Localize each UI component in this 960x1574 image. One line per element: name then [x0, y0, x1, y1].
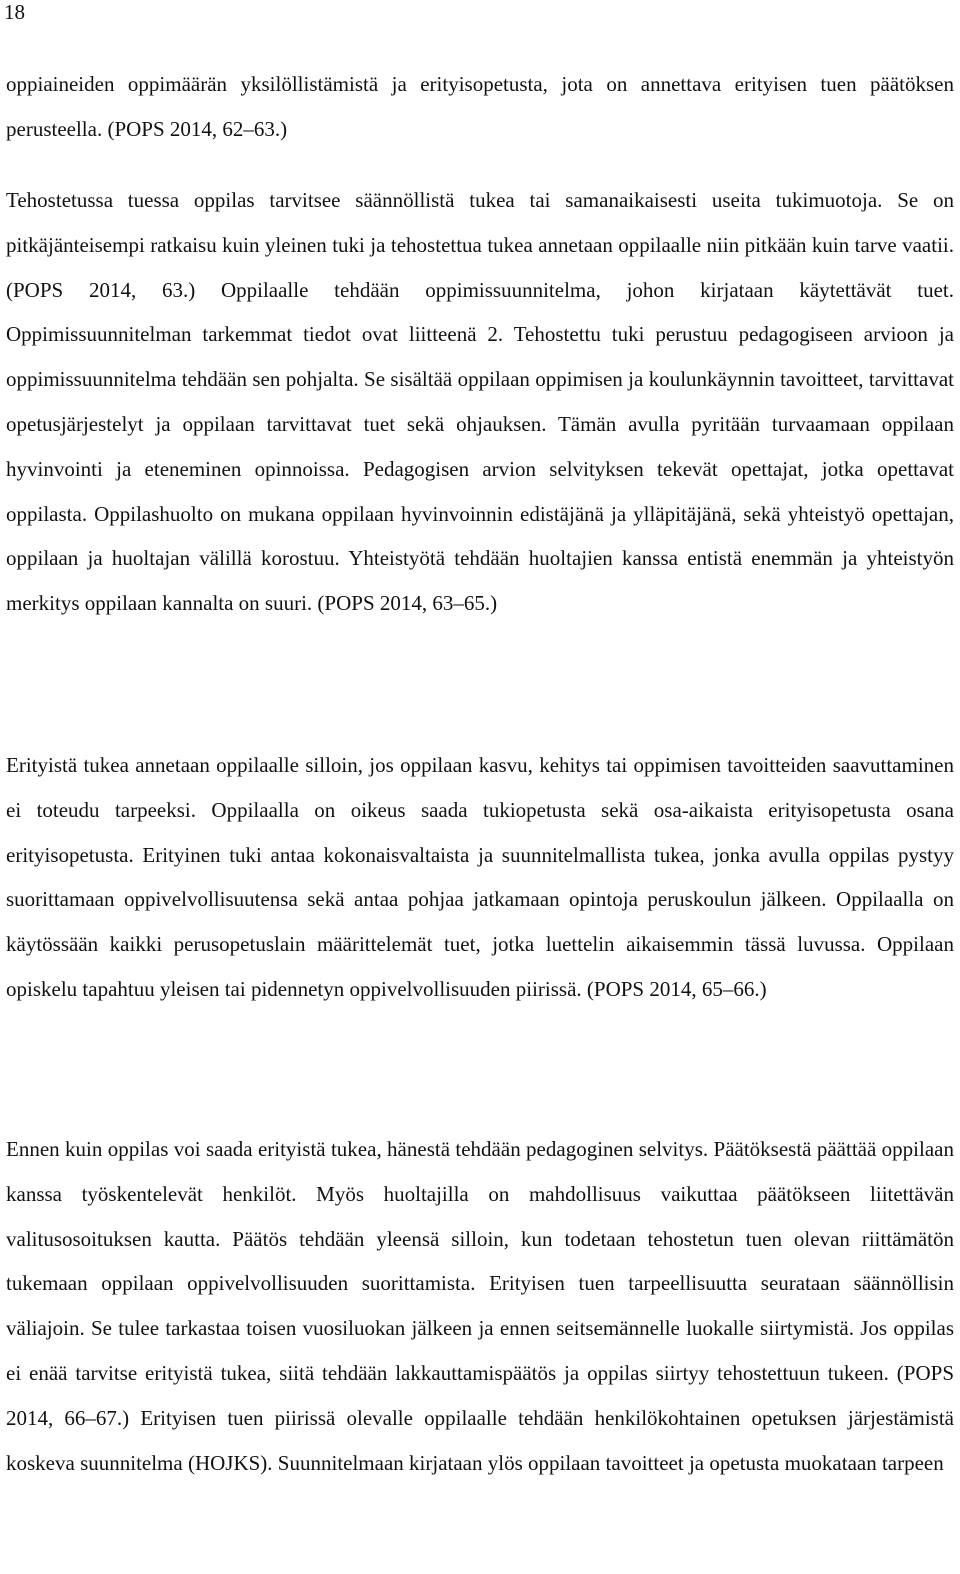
paragraph-3: Erityistä tukea annetaan oppilaalle silloin, jos oppilaan kasvu, kehitys tai oppimisen tavoitteiden saavuttaminen ei toteudu tarpeeksi. Oppilaalla on oikeus saada tukiopetusta sekä osa-aikaista erityisopetusta osana erityisopetusta. Erityinen tuki antaa kokonaisvaltaista ja suunnitelmallista tukea, jonka avulla oppilas pystyy suorittamaan oppivelvollisuutensa sekä antaa pohjaa jatkamaan opintoja peruskoulun jälkeen. Oppilaalla on käytössään kaikki perusopetuslain määrittelemät tuet, jotka luettelin aikaisemmin tässä luvussa. Oppilaan opiskelu tapahtuu yleisen tai pidennetyn oppivelvollisuuden piirissä. (POPS 2014, 65–66.)	[6, 753, 954, 1001]
page-number: 18	[4, 0, 25, 24]
paragraph-4: Ennen kuin oppilas voi saada erityistä tukea, hänestä tehdään pedagoginen selvitys. Päätöksestä päättää oppilaan kanssa työskentelevät henkilöt. Myös huoltajilla on mahdollisuus vaikuttaa päätökseen liitettävän valitusosoituksen kautta. Päätös tehdään yleensä silloin, kun todetaan tehostetun tuen olevan riittämätön tukemaan oppilaan oppivelvollisuuden suorittamista. Erityisen tuen tarpeellisuutta seurataan säännöllisin väliajoin. Se tulee tarkastaa toisen vuosiluokan jälkeen ja ennen seitsemännelle luokalle siirtymistä. Jos oppilas ei enää tarvitse erityistä tukea, siitä tehdään lakkauttamispäätös ja oppilas siirtyy tehostettuun tukeen. (POPS 2014, 66–67.) Erityisen tuen piirissä olevalle oppilaalle tehdään henkilökohtainen opetuksen järjestämistä koskeva suunnitelma (HOJKS). Suunnitelmaan kirjataan ylös oppilaan tavoitteet ja opetusta muokataan tarpeen	[6, 1137, 954, 1475]
paragraph-1: oppiaineiden oppimäärän yksilöllistämistä ja erityisopetusta, jota on annettava erityisen tuen päätöksen perusteella. (POPS 2014, 62–63.)	[6, 72, 954, 141]
paragraph-2: Tehostetussa tuessa oppilas tarvitsee säännöllistä tukea tai samanaikaisesti useita tukimuotoja. Se on pitkäjänteisempi ratkaisu kuin yleinen tuki ja tehostettua tukea annetaan oppilaalle niin pitkään kuin tarve vaatii. (POPS 2014, 63.) Oppilaalle tehdään oppimissuunnitelma, johon kirjataan käytettävät tuet. Oppimissuunnitelman tarkemmat tiedot ovat liitteenä 2. Tehostettu tuki perustuu pedagogiseen arvioon ja oppimissuunnitelma tehdään sen pohjalta. Se sisältää oppilaan oppimisen ja koulunkäynnin tavoitteet, tarvittavat opetusjärjestelyt ja oppilaan tarvittavat tuet sekä ohjauksen. Tämän avulla pyritään turvaamaan oppilaan hyvinvointi ja eteneminen opinnoissa. Pedagogisen arvion selvityksen tekevät opettajat, jotka opettavat oppilasta. Oppilashuolto on mukana oppilaan hyvinvoinnin edistäjänä ja ylläpitäjänä, sekä yhteistyö opettajan, oppilaan ja huoltajan välillä korostuu. Yhteistyötä tehdään huoltajien kanssa entistä enemmän ja yhteistyön merkitys oppilaan kannalta on suuri. (POPS 2014, 63–65.)	[6, 188, 954, 616]
